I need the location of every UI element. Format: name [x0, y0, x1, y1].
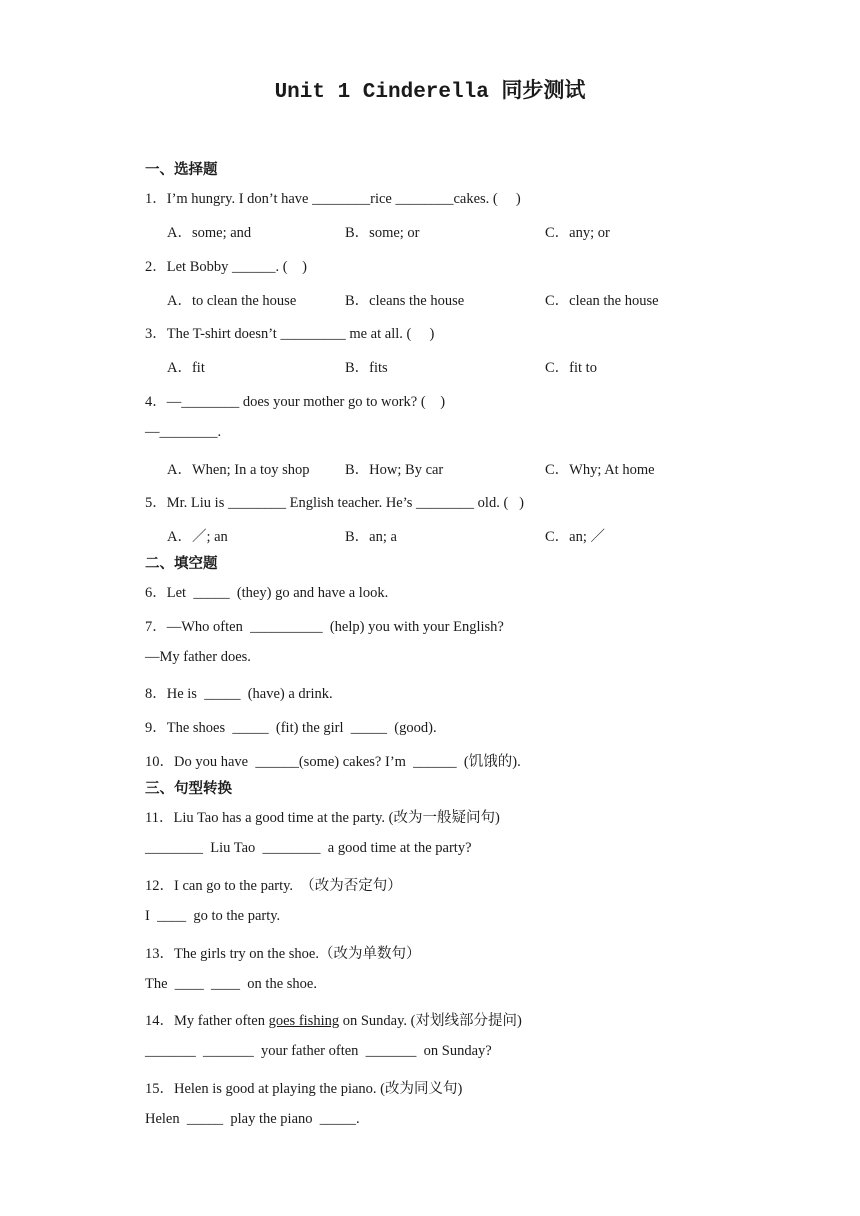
section-heading-fill: 二、填空题	[145, 556, 218, 572]
section-heading-transform: 三、句型转换	[145, 781, 232, 797]
question-5: 5．Mr. Liu is ________ English teacher. He’s ________ old. ( )	[145, 495, 524, 511]
question-14-answer: _______ _______ your father often _______ on Sunday?	[145, 1043, 492, 1059]
page-title: Unit 1 Cinderella 同步测试	[274, 81, 586, 104]
question-2: 2．Let Bobby ______. ( )	[145, 259, 307, 275]
q3-option-b: B．fits	[345, 360, 388, 376]
q2-option-b: B．cleans the house	[345, 293, 465, 309]
question-10: 10．Do you have ______(some) cakes? I’m ______ (饥饿的).	[145, 754, 521, 770]
question-1: 1．I’m hungry. I don’t have ________rice ________cakes. ( )	[145, 191, 521, 207]
question-6: 6．Let _____ (they) go and have a look.	[145, 585, 389, 601]
question-11-answer: ________ Liu Tao ________ a good time at the party?	[145, 840, 472, 856]
question-11: 11．Liu Tao has a good time at the party. (改为一般疑问句)	[145, 810, 500, 826]
question-12-answer: I ____ go to the party.	[145, 908, 281, 924]
q5-option-c: C．an; ／	[545, 529, 606, 545]
question-4-response: —________.	[145, 424, 222, 440]
section-heading-choice: 一、选择题	[145, 162, 218, 178]
question-8: 8．He is _____ (have) a drink.	[145, 686, 333, 702]
question-7: 7．—Who often __________ (help) you with your English?	[145, 619, 504, 635]
q1-option-a: A．some; and	[167, 225, 252, 241]
question-14-suffix: on Sunday. (对划线部分提问)	[339, 1013, 522, 1029]
q1-option-c: C．any; or	[545, 225, 610, 241]
q4-option-c: C．Why; At home	[545, 462, 655, 478]
question-15: 15．Helen is good at playing the piano. (改为同义句)	[145, 1081, 463, 1097]
q4-option-a: A．When; In a toy shop	[167, 462, 310, 478]
q2-option-c: C．clean the house	[545, 293, 659, 309]
q4-option-b: B．How; By car	[345, 462, 444, 478]
q5-option-b: B．an; a	[345, 529, 397, 545]
question-15-answer: Helen _____ play the piano _____.	[145, 1111, 360, 1127]
question-12: 12．I can go to the party. （改为否定句）	[145, 878, 402, 894]
question-14-prefix: 14．My father often	[145, 1013, 269, 1029]
question-7-response: —My father does.	[145, 649, 251, 665]
q5-option-a: A．／; an	[167, 529, 228, 545]
question-3: 3．The T-shirt doesn’t _________ me at all. ( )	[145, 326, 435, 342]
question-13-answer: The ____ ____ on the shoe.	[145, 976, 317, 992]
question-9: 9．The shoes _____ (fit) the girl _____ (good).	[145, 720, 437, 736]
question-14-underlined: goes fishing	[268, 1013, 340, 1029]
question-14	[145, 1009, 522, 1030]
question-4: 4．—________ does your mother go to work? ( )	[145, 394, 446, 410]
q3-option-a: A．fit	[167, 360, 205, 376]
question-13: 13．The girls try on the shoe.（改为单数句）	[145, 946, 421, 962]
q1-option-b: B．some; or	[345, 225, 420, 241]
q2-option-a: A．to clean the house	[167, 293, 297, 309]
q3-option-c: C．fit to	[545, 360, 597, 376]
